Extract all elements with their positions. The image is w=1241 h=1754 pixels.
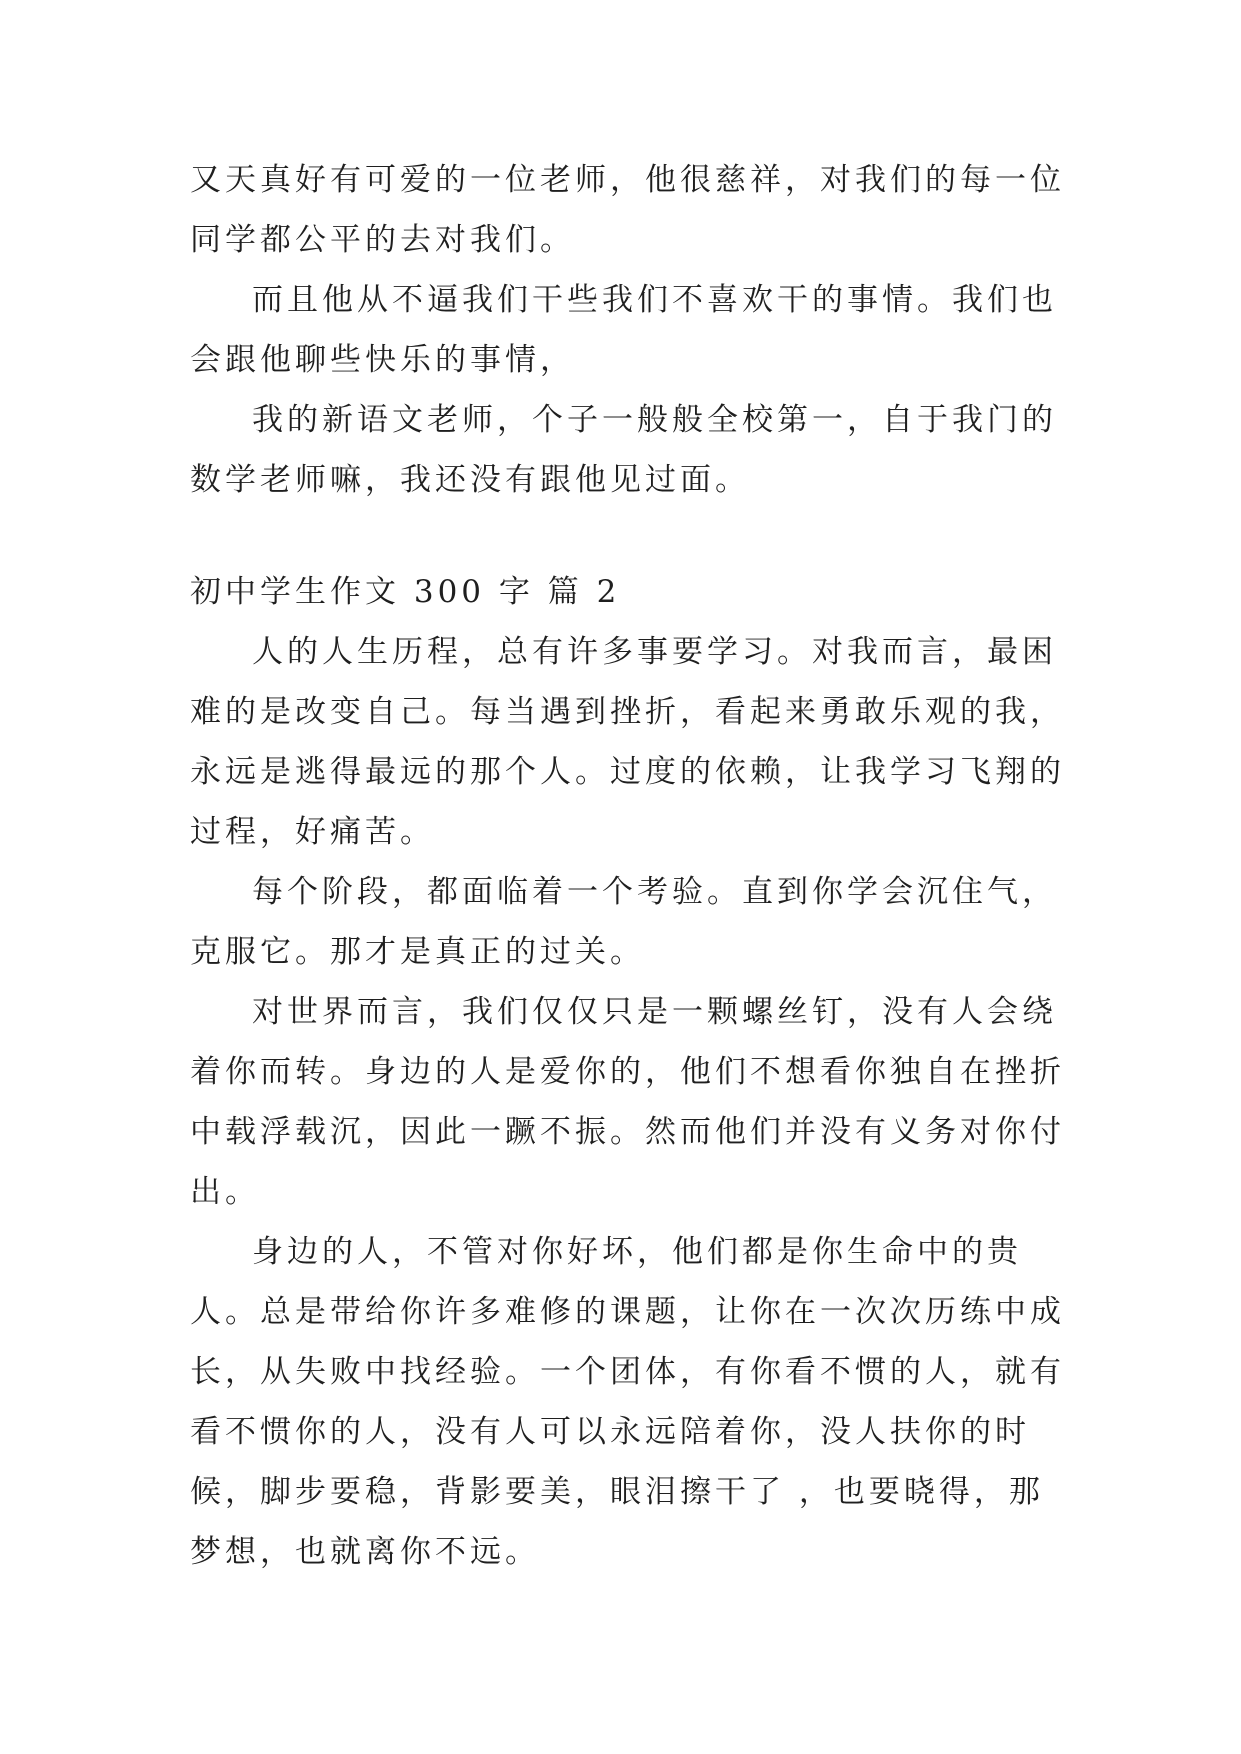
paragraph: 对世界而言，我们仅仅只是一颗螺丝钉，没有人会绕着你而转。身边的人是爱你的，他们不想看你独自在挫折中载浮载沉，因此一蹶不振。然而他们并没有义务对你付出。 xyxy=(190,994,1065,1210)
paragraph: 人的人生历程，总有许多事要学习。对我而言，最困难的是改变自己。每当遇到挫折，看起来勇敢乐观的我，永远是逃得最远的那个人。过度的依赖，让我学习飞翔的过程，好痛苦。 xyxy=(190,634,1065,850)
paragraph: 每个阶段，都面临着一个考验。直到你学会沉住气，克服它。那才是真正的过关。 xyxy=(190,874,1057,970)
paragraph: 而且他从不逼我们干些我们不喜欢干的事情。我们也会跟他聊些快乐的事情， xyxy=(190,282,1057,378)
paragraph-continuation: 又天真好有可爱的一位老师，他很慈祥，对我们的每一位同学都公平的去对我们。 xyxy=(190,162,1065,258)
paragraph: 身边的人，不管对你好坏，他们都是你生命中的贵人。总是带给你许多难修的课题，让你在一次次历练中成长，从失败中找经验。一个团体，有你看不惯的人，就有看不惯你的人，没有人可以永远陪着你，没人扶你的时候，脚步要稳，背影要美，眼泪擦干了 ，也要晓得，那梦想，也就离你不远。 xyxy=(190,1234,1065,1570)
paragraph: 我的新语文老师，个子一般般全校第一，自于我门的数学老师嘛，我还没有跟他见过面。 xyxy=(190,402,1057,498)
section-heading: 初中学生作文 300 字 篇 2 xyxy=(190,574,621,610)
document-body xyxy=(190,150,1070,1582)
